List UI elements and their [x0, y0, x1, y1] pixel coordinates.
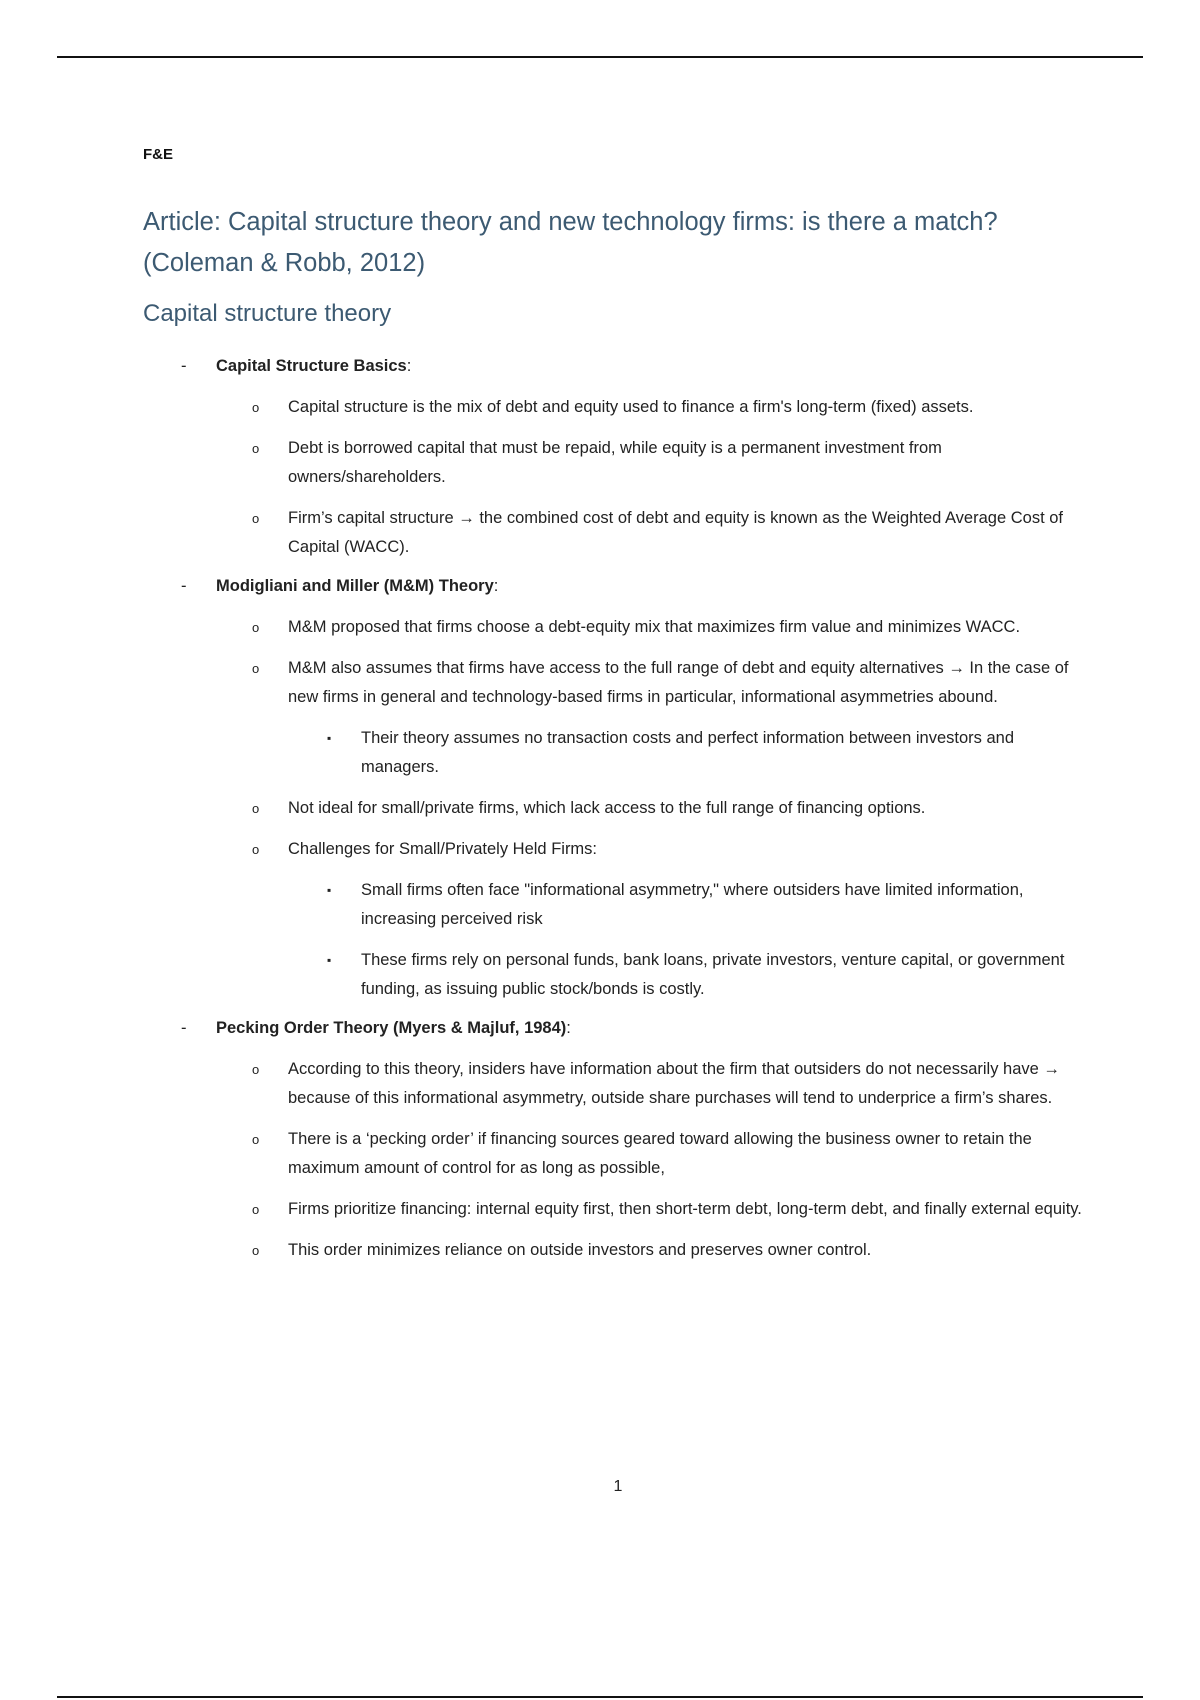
list-item: o M&M also assumes that firms have access to the full range of debt and equity alternatives → In the case of new firms in general and technology-based firms in particular, informational asymmetries abound. — [288, 654, 1098, 712]
section-heading-capital-structure-basics: - Capital Structure Basics: — [216, 352, 1200, 381]
circle-bullet: o — [252, 1062, 260, 1077]
page-bottom-rule — [57, 1696, 1143, 1698]
dash-bullet: - — [181, 357, 187, 375]
list-item: o Firms prioritize financing: internal equity first, then short-term debt, long-term debt, and finally external equity. — [288, 1195, 1098, 1224]
page-top-rule — [57, 56, 1143, 58]
list-item: o Firm’s capital structure → the combined cost of debt and equity is known as the Weighted Average Cost of Capital (WACC). — [288, 504, 1098, 562]
sub-list-item: ▪ These firms rely on personal funds, bank loans, private investors, venture capital, or government funding, as issuing public stock/bonds is costly. — [361, 946, 1086, 1004]
dash-bullet: - — [181, 1019, 187, 1037]
page-number: 1 — [613, 1478, 623, 1495]
section-heading-pecking-order-theory: - Pecking Order Theory (Myers & Majluf, 1984): — [216, 1014, 1200, 1043]
section-subheading: Capital structure theory — [143, 300, 392, 327]
list-item: o Capital structure is the mix of debt and equity used to finance a firm's long-term (fixed) assets. — [288, 393, 1098, 422]
circle-bullet: o — [252, 661, 260, 676]
sub-list-item: ▪ Small firms often face "informational asymmetry," where outsiders have limited information, increasing perceived risk — [361, 876, 1086, 934]
document-header: F&E — [143, 146, 173, 163]
circle-bullet: o — [252, 801, 260, 816]
list-item: o Debt is borrowed capital that must be repaid, while equity is a permanent investment from owners/shareholders. — [288, 434, 1098, 492]
article-title: Article: Capital structure theory and new technology firms: is there a match? (Coleman & Robb, 2012) — [143, 208, 998, 277]
square-bullet: ▪ — [327, 731, 332, 745]
list-item: o Not ideal for small/private firms, which lack access to the full range of financing options. — [288, 794, 1098, 823]
circle-bullet: o — [252, 441, 260, 456]
list-item: o M&M proposed that firms choose a debt-equity mix that maximizes firm value and minimizes WACC. — [288, 613, 1098, 642]
sub-list-item: ▪ Their theory assumes no transaction costs and perfect information between investors and managers. — [361, 724, 1086, 782]
circle-bullet: o — [252, 842, 260, 857]
list-item: o This order minimizes reliance on outside investors and preserves owner control. — [288, 1236, 1098, 1265]
circle-bullet: o — [252, 1243, 260, 1258]
section-heading-mm-theory: - Modigliani and Miller (M&M) Theory: — [216, 572, 1200, 601]
dash-bullet: - — [181, 577, 187, 595]
circle-bullet: o — [252, 1202, 260, 1217]
circle-bullet: o — [252, 620, 260, 635]
document-body — [0, 344, 1200, 1265]
square-bullet: ▪ — [327, 953, 332, 967]
circle-bullet: o — [252, 400, 260, 415]
circle-bullet: o — [252, 1132, 260, 1147]
square-bullet: ▪ — [327, 883, 332, 897]
circle-bullet: o — [252, 511, 260, 526]
list-item: o According to this theory, insiders have information about the firm that outsiders do not necessarily have → because of this informational asymmetry, outside share purchases will tend to underprice a firm’s shares. — [288, 1055, 1098, 1113]
list-item: o Challenges for Small/Privately Held Firms: — [288, 835, 1098, 864]
list-item: o There is a ‘pecking order’ if financing sources geared toward allowing the business owner to retain the maximum amount of control for as long as possible, — [288, 1125, 1098, 1183]
